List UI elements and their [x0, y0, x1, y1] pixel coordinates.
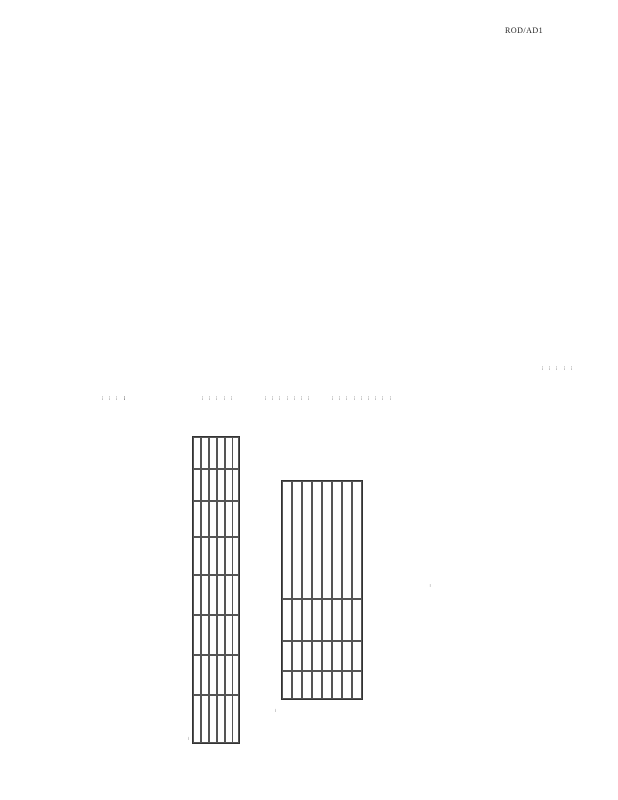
table-cell	[193, 655, 239, 695]
table-cell	[193, 437, 239, 469]
text-line: ...	[221, 396, 227, 400]
text-line: ...	[214, 396, 220, 400]
text-column-4	[330, 396, 395, 400]
text-line: ...	[568, 366, 574, 370]
text-line: ...	[380, 396, 386, 400]
text-line: ...	[284, 396, 290, 400]
text-line: ...	[561, 366, 567, 370]
text-line: ...	[270, 396, 276, 400]
text-line: ...	[554, 366, 560, 370]
text-line: ...	[107, 396, 113, 400]
table-cell	[282, 641, 362, 671]
table-a-caption: ...	[185, 736, 190, 740]
table-cell	[193, 469, 239, 501]
text-line: ...	[306, 396, 312, 400]
text-line: ...	[358, 396, 364, 400]
text-line: ...	[330, 396, 335, 400]
page-id: ROD/AD1	[505, 26, 544, 35]
table-cell	[193, 575, 239, 615]
text-line: ...	[365, 396, 371, 400]
text-line: ...	[291, 396, 297, 400]
table-a	[192, 436, 240, 744]
table-cell	[193, 615, 239, 655]
text-column-3	[263, 396, 313, 400]
section-heading: ...	[121, 396, 127, 400]
text-line: ...	[387, 396, 393, 400]
text-line: ...	[344, 396, 350, 400]
text-line: ...	[277, 396, 283, 400]
text-line: ...	[351, 396, 357, 400]
text-line: ...	[263, 396, 268, 400]
table-b	[281, 480, 363, 700]
table-cell	[193, 695, 239, 743]
margin-mark: ...	[427, 583, 433, 588]
text-column-2	[200, 396, 236, 400]
table-b-caption: ...	[272, 708, 277, 712]
text-line: ...	[298, 396, 304, 400]
text-line: ...	[337, 396, 343, 400]
table-cell	[282, 671, 362, 699]
text-line: ...	[100, 396, 105, 400]
table-cell	[193, 501, 239, 537]
text-line: ...	[373, 396, 379, 400]
table-cell	[193, 537, 239, 575]
table-cell	[282, 481, 362, 599]
text-line: ...	[547, 366, 553, 370]
text-column-1	[100, 396, 129, 400]
text-line: ...	[207, 396, 213, 400]
text-line: ...	[228, 396, 234, 400]
text-line: ...	[540, 366, 545, 370]
table-cell	[282, 599, 362, 641]
text-column-5	[540, 366, 576, 370]
text-line: ...	[114, 396, 120, 400]
text-line: ...	[200, 396, 205, 400]
